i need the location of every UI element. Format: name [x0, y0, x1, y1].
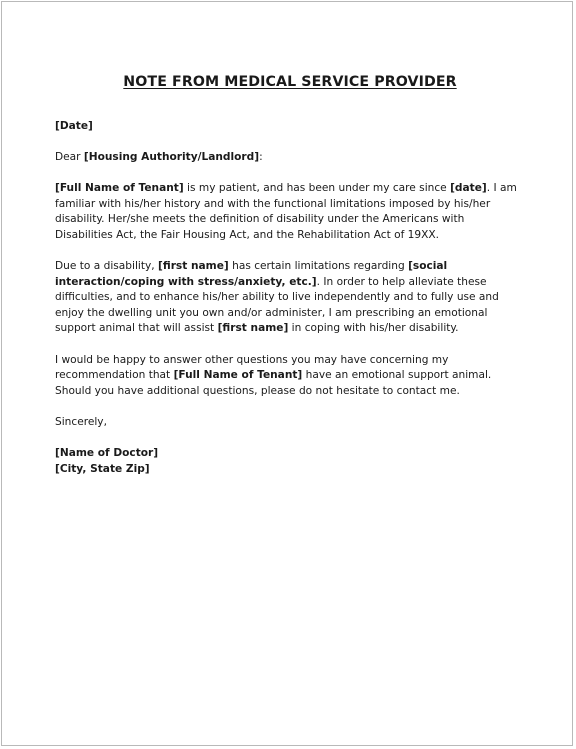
first-name-placeholder: [first name] [158, 259, 229, 272]
paragraph2-text-2: has certain limitations regarding [228, 259, 409, 272]
document-title: NOTE FROM MEDICAL SERVICE PROVIDER [123, 74, 457, 90]
doctor-name-placeholder: [Name of Doctor] [55, 447, 159, 460]
paragraph3-text-2: have an emotional support animal. Should you have additional questions, please do not hesitate to contact me. [55, 369, 492, 397]
paragraph2-text-3: . In order to help alleviate these difficulties, and to enhance his/her ability to live independently and to fully use and enjoy the dwelling unit you own and/or administer, I am prescribing an emotional support animal that will assist [55, 275, 499, 335]
location-placeholder: [City, State Zip] [55, 462, 150, 475]
paragraph-contact [55, 353, 525, 400]
paragraph1-text-2: . I am familiar with his/her history and with the functional limitations imposed by his/her disability. Her/she meets the definition of disability under the Americans with Disabilities Act, the Fair Housing Act, and the Rehabilitation Act of 19XX. [55, 181, 517, 241]
limitations-placeholder: [social interaction/coping with stress/anxiety, etc.] [55, 259, 448, 288]
date-line [55, 119, 525, 135]
care-date-placeholder: [date] [450, 181, 487, 194]
date-placeholder: [Date] [55, 119, 93, 132]
paragraph1-text-1: is my patient, and has been under my care since [183, 181, 451, 194]
signature-block [55, 446, 525, 477]
paragraph-disability [55, 259, 525, 337]
doctor-name [55, 446, 525, 462]
document-page [1, 1, 573, 746]
closing: Sincerely, [55, 415, 107, 428]
first-name-placeholder-2: [first name] [217, 322, 289, 335]
salutation [55, 150, 525, 166]
doctor-location [55, 462, 525, 478]
salutation-suffix: : [259, 150, 263, 163]
paragraph2-text-4: in coping with his/her disability. [288, 322, 459, 335]
salutation-prefix: Dear [55, 150, 84, 163]
paragraph2-text-1: Due to a disability, [55, 259, 159, 272]
letter-body [55, 75, 525, 477]
recipient-placeholder: [Housing Authority/Landlord] [83, 150, 260, 163]
tenant-name-placeholder: [Full Name of Tenant] [55, 181, 184, 194]
paragraph3-text-1: I would be happy to answer other questions you may have concerning my recommendation that [55, 353, 449, 382]
tenant-name-placeholder-2: [Full Name of Tenant] [173, 369, 303, 382]
paragraph-patient-care [55, 181, 525, 243]
